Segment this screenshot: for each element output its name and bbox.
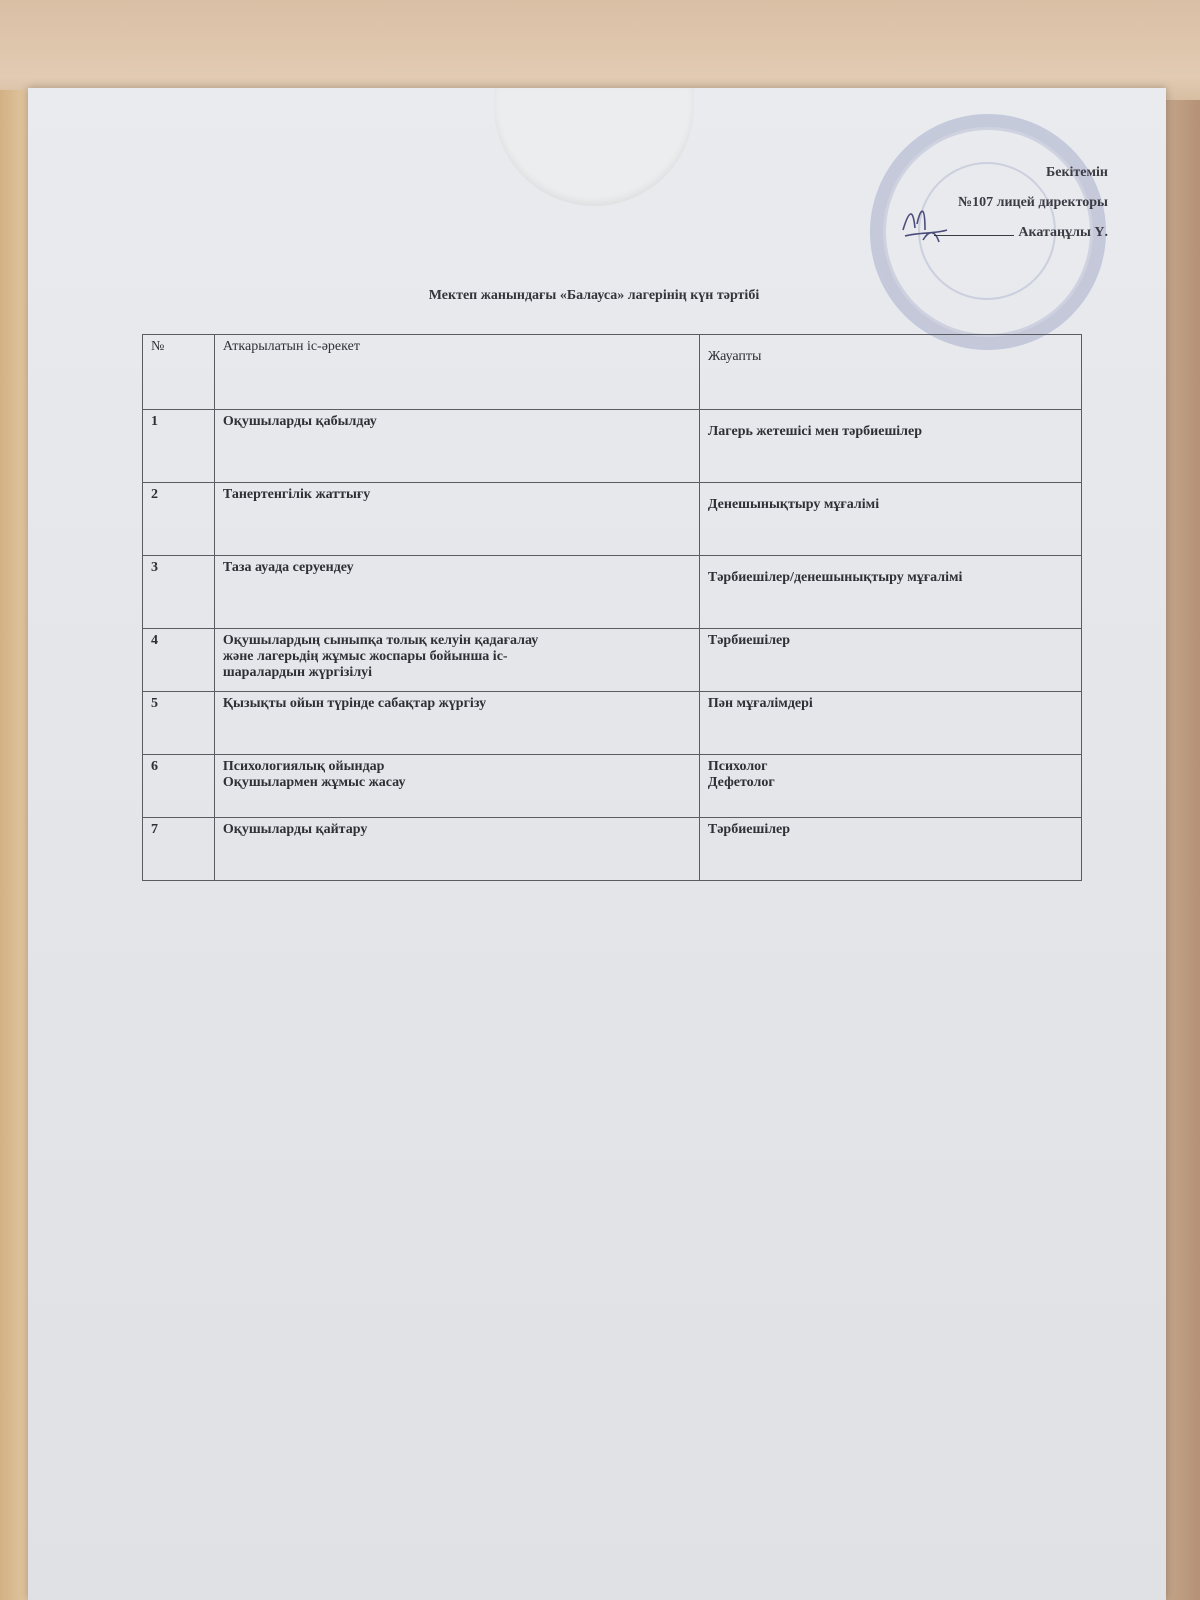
table-row bbox=[143, 556, 1082, 629]
row-number: 2 bbox=[143, 483, 215, 556]
responsible-line: Тәрбиешілер bbox=[707, 822, 791, 837]
responsible-line: Пән мұғалімдері bbox=[707, 696, 813, 711]
row-responsible bbox=[699, 483, 1081, 556]
activity-line: Оқушылармен жұмыс жасау bbox=[222, 775, 406, 790]
table-row bbox=[143, 483, 1082, 556]
row-activity bbox=[214, 755, 699, 818]
activity-line: және лагерьдің жұмыс жоспары бойынша іс- bbox=[222, 649, 508, 664]
approval-signatory bbox=[934, 218, 1108, 248]
activity-line: Психологиялық ойындар bbox=[222, 759, 385, 774]
row-responsible bbox=[699, 755, 1081, 818]
responsible-line: Дефетолог bbox=[707, 775, 775, 790]
table-row bbox=[143, 629, 1082, 692]
row-responsible bbox=[699, 410, 1081, 483]
approval-block bbox=[934, 158, 1108, 248]
row-responsible bbox=[699, 818, 1081, 881]
approval-name: Акатаңұлы Ү. bbox=[1018, 225, 1108, 240]
row-activity bbox=[214, 692, 699, 755]
activity-line: Оқушылардың сыныпқа толық келуін қадағалау bbox=[222, 633, 539, 648]
row-activity bbox=[214, 483, 699, 556]
folder-edge bbox=[1160, 100, 1200, 1600]
desk-surface bbox=[0, 90, 30, 1600]
approval-position: №107 лицей директоры bbox=[958, 195, 1108, 210]
document-title: Мектеп жанындағы «Балауса» лагерінің күн тәртібі bbox=[428, 288, 760, 303]
row-activity bbox=[214, 818, 699, 881]
row-number: 5 bbox=[143, 692, 215, 755]
row-number: 1 bbox=[143, 410, 215, 483]
table-row bbox=[143, 410, 1082, 483]
header-number: № bbox=[143, 335, 215, 410]
activity-line: Оқушыларды қайтару bbox=[222, 822, 368, 837]
responsible-line: Денешынықтыру мұғалімі bbox=[707, 497, 880, 512]
approval-heading: Бекітемін bbox=[1045, 165, 1108, 180]
row-activity bbox=[214, 556, 699, 629]
responsible-line: Тәрбиешілер/денешынықтыру мұғалімі bbox=[707, 570, 963, 585]
responsible-line: Психолог bbox=[707, 759, 768, 774]
activity-line: шаралардын жүргізілуі bbox=[222, 665, 373, 680]
row-activity bbox=[214, 410, 699, 483]
activity-line: Танертенгілік жаттығу bbox=[222, 487, 371, 502]
table-header-row bbox=[143, 335, 1082, 410]
row-responsible bbox=[699, 556, 1081, 629]
row-responsible bbox=[699, 692, 1081, 755]
activity-line: Таза ауада серуендеу bbox=[222, 560, 354, 575]
responsible-line: Лагерь жетешісі мен тәрбиешілер bbox=[707, 424, 923, 439]
activity-line: Қызықты ойын түрінде сабақтар жүргізу bbox=[222, 696, 487, 711]
row-activity bbox=[214, 629, 699, 692]
header-activity: Аткарылатын іс-әрекет bbox=[214, 335, 699, 410]
row-responsible bbox=[699, 629, 1081, 692]
document-page bbox=[40, 92, 1148, 1600]
responsible-line: Тәрбиешілер bbox=[707, 633, 791, 648]
row-number: 7 bbox=[143, 818, 215, 881]
activity-line: Оқушыларды қабылдау bbox=[222, 414, 377, 429]
row-number: 3 bbox=[143, 556, 215, 629]
signature-line bbox=[934, 221, 1014, 236]
table-row bbox=[143, 818, 1082, 881]
row-number: 6 bbox=[143, 755, 215, 818]
schedule-table bbox=[142, 334, 1082, 881]
table-row bbox=[143, 755, 1082, 818]
table-row bbox=[143, 692, 1082, 755]
row-number: 4 bbox=[143, 629, 215, 692]
header-responsible: Жауапты bbox=[699, 335, 1081, 410]
